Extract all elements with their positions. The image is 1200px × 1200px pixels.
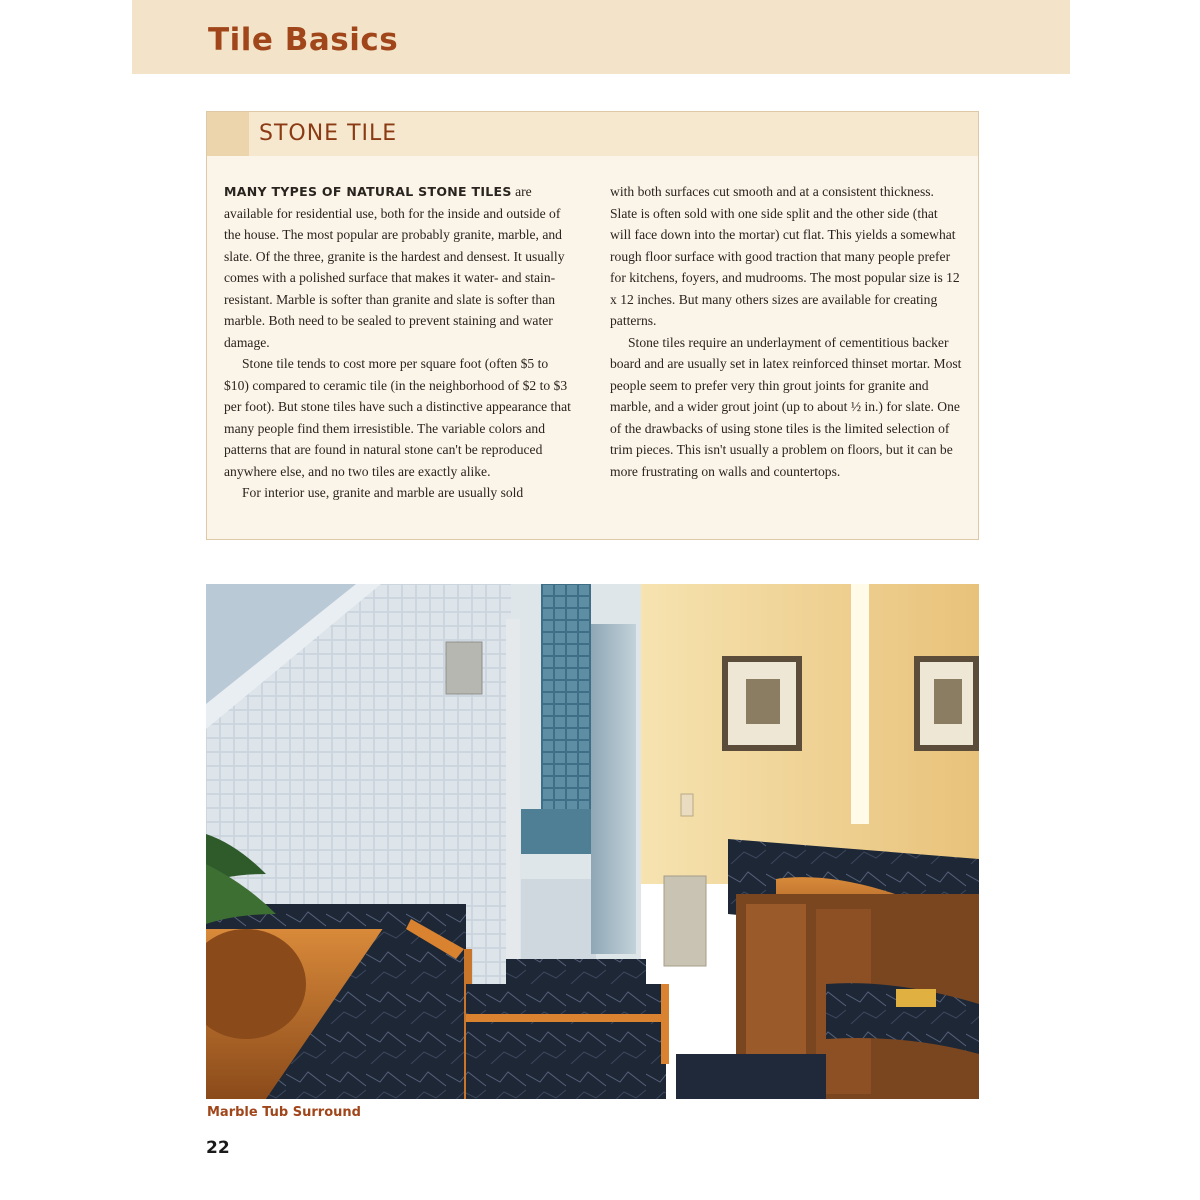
paragraph-2: Stone tile tends to cost more per square foot (often $5 to $10) compared to ceramic tile (in the neighborhood of $2 to $3 per foot). But stone tiles have such a distinctive appearance that many people find them irresistible. The variable colors and patterns that are found in natural stone can't be reproduced anywhere else, and no two tiles are exactly alike.	[224, 356, 571, 479]
page-number: 22	[206, 1138, 230, 1158]
paragraph-3: For interior use, granite and marble are usually sold	[242, 485, 524, 500]
lead-in: MANY TYPES OF NATURAL STONE TILES	[224, 184, 512, 199]
paragraph-4: with both surfaces cut smooth and at a consistent thickness. Slate is often sold with one side split and the other side (that will face down into the mortar) cut flat. This yields a somewhat rough floor surface with good traction that many people prefer for kitchens, foyers, and mudrooms. The most popular size is 12 x 12 inches. But many others sizes are available for creating patterns.	[610, 184, 960, 328]
bathroom-illustration	[206, 584, 979, 1099]
paragraph-1-text: are available for residential use, both for the inside and outside of the house. The most popular are probably granite, marble, and slate. Of the three, granite is the hardest and densest. It usually comes with a polished surface that makes it water- and stain-resistant. Marble is softer than granite and slate is softer than marble. Both need to be sealed to prevent staining and water damage.	[224, 184, 565, 350]
bathroom-photo	[206, 584, 979, 1099]
page-title: Tile Basics	[208, 22, 399, 58]
paragraph-5: Stone tiles require an underlayment of cementitious backer board and are usually set in latex reinforced thinset mortar. Most people seem to prefer very thin grout joints for granite and marble, and a wider grout joint (up to about ½ in.) for slate. One of the drawbacks of using stone tiles is the limited selection of trim pieces. This isn't usually a problem on floors, but it can be more frustrating on walls and countertops.	[610, 334, 962, 479]
photo-caption: Marble Tub Surround	[207, 1105, 361, 1120]
sidebar-header-tab	[207, 112, 249, 156]
text-column-left	[224, 181, 576, 504]
section-title: STONE TILE	[259, 121, 398, 146]
text-column-right	[610, 181, 962, 482]
paragraph-1	[224, 181, 576, 353]
sidebar-header	[207, 112, 978, 156]
